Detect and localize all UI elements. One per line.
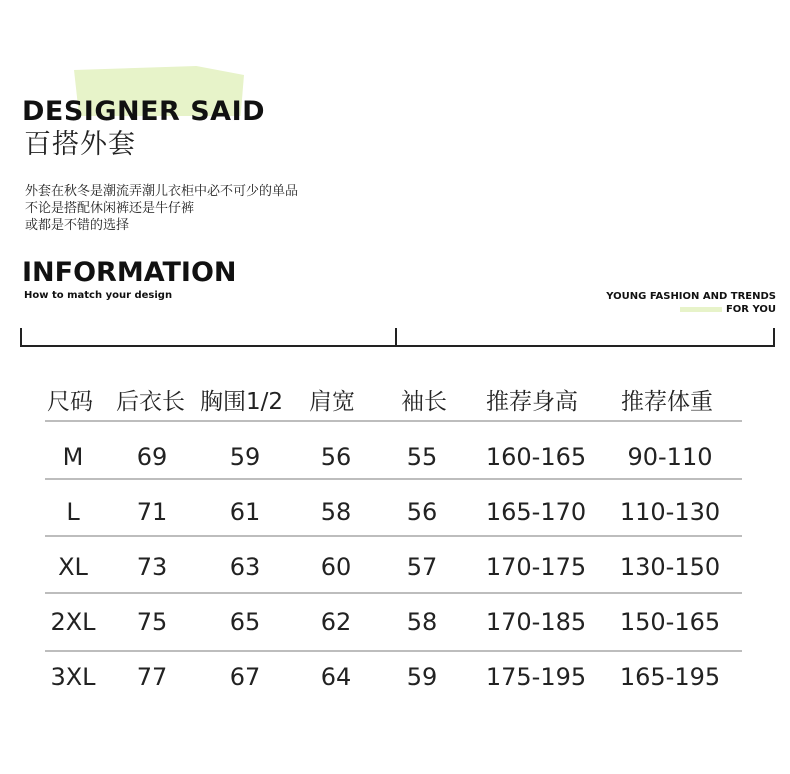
table-divider — [45, 535, 742, 537]
cell-shoulder-width: 58 — [320, 498, 352, 526]
cell-sleeve-length: 57 — [406, 553, 438, 581]
cell-back-length: 73 — [136, 553, 168, 581]
table-row — [0, 657, 790, 697]
cell-sleeve-length: 59 — [406, 663, 438, 691]
header-recommended-weight: 推荐体重 — [621, 389, 713, 415]
cell-size: 3XL — [50, 663, 96, 691]
cell-recommended-weight: 110-130 — [619, 498, 721, 526]
product-subtitle: 百搭外套 — [24, 129, 136, 160]
cell-size: M — [62, 443, 84, 471]
cell-shoulder-width: 64 — [320, 663, 352, 691]
section-divider-line — [20, 345, 775, 347]
cell-sleeve-length: 55 — [406, 443, 438, 471]
cell-shoulder-width: 56 — [320, 443, 352, 471]
cell-half-chest: 61 — [229, 498, 261, 526]
cell-recommended-weight: 130-150 — [619, 553, 721, 581]
cell-half-chest: 65 — [229, 608, 261, 636]
cell-half-chest: 59 — [229, 443, 261, 471]
cell-recommended-height: 170-185 — [485, 608, 587, 636]
header-size: 尺码 — [47, 389, 93, 415]
cell-recommended-weight: 90-110 — [627, 443, 713, 471]
product-description — [25, 183, 298, 234]
cell-size: XL — [58, 553, 88, 581]
cell-recommended-height: 175-195 — [485, 663, 587, 691]
cell-size: L — [66, 498, 80, 526]
tagline-line-2: FOR YOU — [725, 304, 776, 315]
cell-recommended-height: 165-170 — [485, 498, 587, 526]
cell-half-chest: 63 — [229, 553, 261, 581]
header-recommended-height: 推荐身高 — [486, 389, 578, 415]
cell-shoulder-width: 60 — [320, 553, 352, 581]
table-row — [0, 602, 790, 642]
table-header-row — [0, 382, 790, 422]
cell-recommended-height: 160-165 — [485, 443, 587, 471]
cell-recommended-weight: 150-165 — [619, 608, 721, 636]
cell-recommended-weight: 165-195 — [619, 663, 721, 691]
tagline-accent-bar — [680, 307, 722, 312]
tagline — [606, 290, 776, 316]
cell-back-length: 71 — [136, 498, 168, 526]
cell-recommended-height: 170-175 — [485, 553, 587, 581]
header-back-length: 后衣长 — [116, 389, 185, 415]
description-line: 或都是不错的选择 — [25, 218, 130, 233]
information-subheading: How to match your design — [24, 290, 173, 301]
table-row — [0, 492, 790, 532]
cell-back-length: 77 — [136, 663, 168, 691]
table-row — [0, 547, 790, 587]
header-sleeve-length: 袖长 — [401, 389, 447, 415]
cell-sleeve-length: 56 — [406, 498, 438, 526]
cell-size: 2XL — [50, 608, 96, 636]
description-line: 不论是搭配休闲裤还是牛仔裤 — [25, 201, 195, 216]
table-divider — [45, 478, 742, 480]
cell-sleeve-length: 58 — [406, 608, 438, 636]
cell-back-length: 69 — [136, 443, 168, 471]
cell-back-length: 75 — [136, 608, 168, 636]
description-line: 外套在秋冬是潮流弄潮儿衣柜中必不可少的单品 — [25, 184, 299, 199]
designer-said-heading: DESIGNER SAID — [22, 96, 266, 127]
information-heading: INFORMATION — [22, 257, 237, 288]
header-half-chest: 胸围1/2 — [200, 389, 284, 415]
table-row — [0, 437, 790, 477]
cell-half-chest: 67 — [229, 663, 261, 691]
cell-shoulder-width: 62 — [320, 608, 352, 636]
table-divider — [45, 420, 742, 422]
header-shoulder-width: 肩宽 — [309, 389, 355, 415]
tagline-line-1: YOUNG FASHION AND TRENDS — [606, 291, 776, 302]
table-divider — [45, 650, 742, 652]
table-divider — [45, 592, 742, 594]
